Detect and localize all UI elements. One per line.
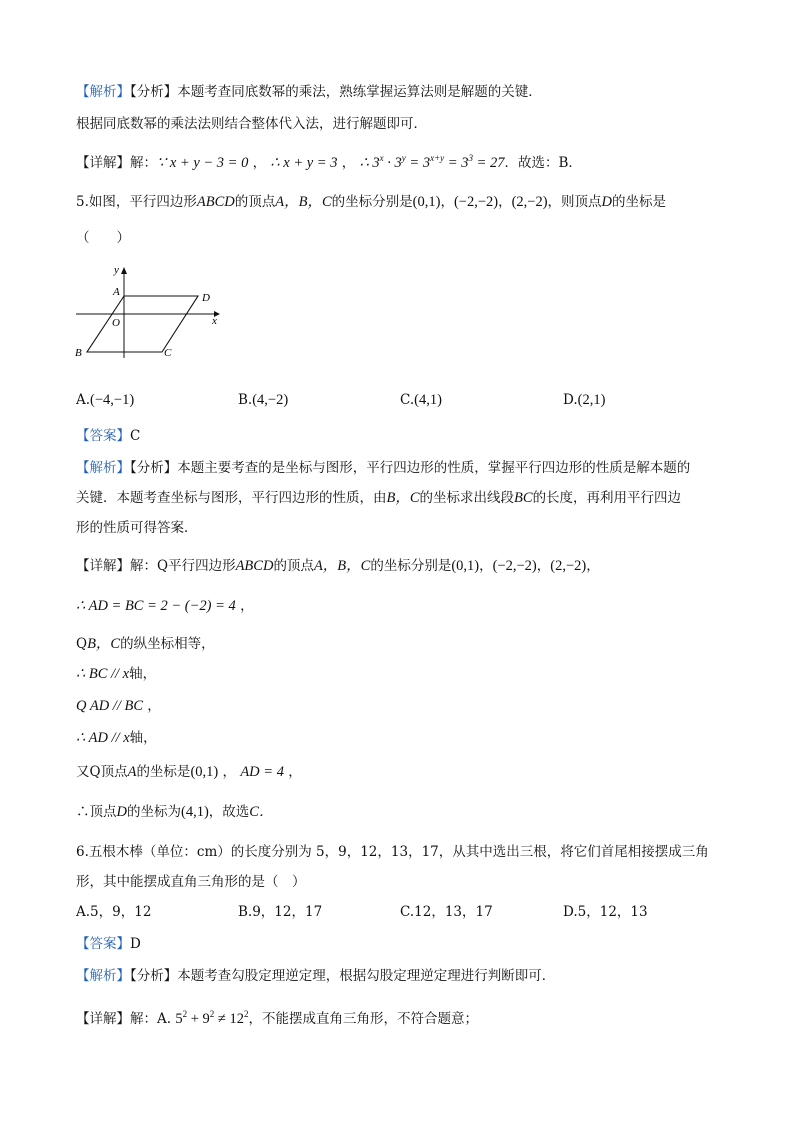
- q5-step6: 又Q顶点A的坐标是(0,1) ， AD = 4 ，: [76, 764, 302, 780]
- q5-paren: （ ）: [76, 230, 130, 246]
- label-y: y: [114, 264, 119, 276]
- q6-stem-line2: 形，其中能摆成直角三角形的是（ ）: [76, 874, 306, 890]
- q6-answer: 【答案】D: [76, 936, 141, 952]
- q4-eq2: ∴ x + y = 3: [270, 154, 338, 171]
- q4-analysis-line: [76, 82, 542, 102]
- label-A: A: [113, 286, 120, 298]
- detail-tag: 【详解】: [76, 154, 130, 171]
- detail-prefix: 解：: [130, 154, 157, 171]
- q4-detail-line: 【详解】解：∵ x + y − 3 = 0 ， ∴ x + y = 3 ， ∴ $3^x \cdot 3^y = 3^{x+y} = 3^3 = 27$．故选：B．: [76, 153, 582, 171]
- y-axis-arrow: [121, 267, 127, 274]
- q4-eq1: ∵ x + y − 3 = 0: [157, 154, 249, 171]
- q6-stem-line1: 6.五根木棒（单位：cm）的长度分别为 5，9，12，13，17，从其中选出三根，将它们首尾相接摆成三角: [76, 844, 709, 860]
- q5-option-b: B.(4,−2): [238, 392, 289, 408]
- q5-analysis-line3: 形的性质可得答案．: [76, 520, 198, 536]
- q5-analysis-line2: 关键．本题考查坐标与图形，平行四边形的性质，由B，C的坐标求出线段BC的长度，再利用平行四边: [76, 490, 682, 506]
- q5-step7: ∴顶点D的坐标为(4,1)，故选C．: [76, 804, 274, 820]
- q6-option-c: C.12，13，17: [400, 904, 493, 920]
- q5-analysis-line1: 【解析】【分析】本题主要考查的是坐标与图形，平行四边形的性质，掌握平行四边形的性质是解本题的: [76, 460, 691, 476]
- q6-detail-line: 【详解】解：A. $5^2 + 9^2 \ne 12^2$，不能摆成直角三角形，不符合题意；: [76, 1009, 478, 1027]
- q5-step2: QB，C的纵坐标相等，: [76, 636, 215, 652]
- q5-step3: ∴ BC // x轴，: [76, 666, 157, 682]
- label-O: O: [112, 317, 120, 329]
- label-D: D: [202, 292, 210, 304]
- parallelogram-abcd: [87, 296, 198, 352]
- q5-step1: ∴ AD = BC = 2 − (−2) = 4 ，: [76, 598, 254, 614]
- q4-eq3: ∴ $3^x \cdot 3^y = 3^{x+y} = 3^3 = 27$: [359, 153, 505, 171]
- q5-stem: 5.如图，平行四边形ABCD的顶点A，B，C的坐标分别是(0,1)，(−2,−2)，(2,−2)，则顶点D的坐标是: [76, 194, 667, 210]
- q6-option-b: B.9，12，17: [238, 904, 323, 920]
- parallelogram-figure: [74, 258, 224, 358]
- label-B: B: [75, 347, 82, 358]
- q4-analysis-text: 本题考查同底数幂的乘法，熟练掌握运算法则是解题的关键．: [177, 84, 542, 100]
- analysis-tag: 【解析】: [76, 84, 130, 100]
- q5-option-d: D.(2,1): [563, 392, 606, 408]
- reason-tag: 【分析】: [130, 84, 178, 100]
- q4-method-line: 根据同底数幂的乘法法则结合整体代入法，进行解题即可．: [76, 116, 427, 132]
- q5-option-a: A.(−4,−1): [76, 392, 135, 408]
- q6-option-d: D.5，12，13: [563, 904, 648, 920]
- label-x: x: [212, 315, 217, 327]
- q5-answer: 【答案】C: [76, 428, 141, 444]
- q5-detail-line: 【详解】解：Q平行四边形ABCD的顶点A，B，C的坐标分别是(0,1)，(−2,−2)，(2,−2)，: [76, 558, 600, 574]
- q6-detail-eq: $5^2 + 9^2 \ne 12^2$: [175, 1009, 249, 1027]
- q5-option-c: C.(4,1): [400, 392, 442, 408]
- q6-option-a: A.5，9，12: [76, 904, 152, 920]
- q4-conclusion: ．故选：B．: [504, 154, 582, 171]
- q5-step5: ∴ AD // x轴，: [76, 730, 157, 746]
- q6-analysis-line: 【解析】【分析】本题考查勾股定理逆定理，根据勾股定理逆定理进行判断即可．: [76, 968, 556, 984]
- label-C: C: [164, 347, 172, 358]
- q5-step4: Q AD // BC ，: [76, 698, 161, 714]
